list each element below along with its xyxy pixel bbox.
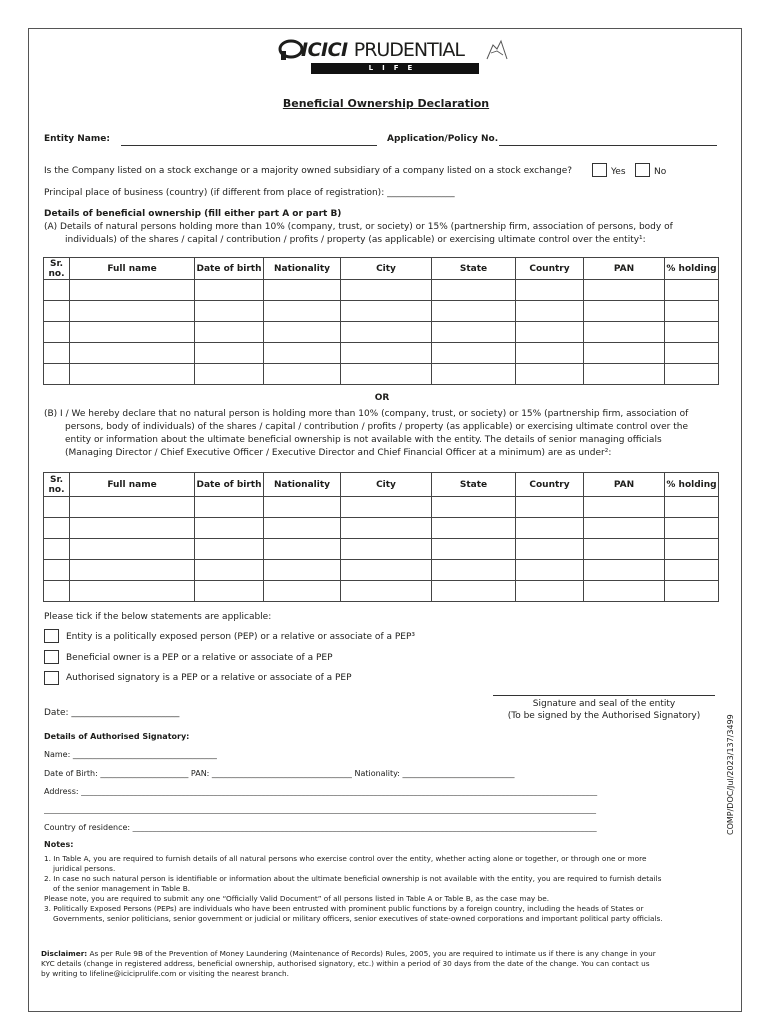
note-2-line-1: 2. In case no such natural person is identifiable or information about the ultimate beneficial ownership is not available with the entity, you are required to furnish details xyxy=(44,874,662,883)
disclaimer-line-2: KYC details (change in registered address, beneficial ownership, authorised signatory, etc.) within a period of 30 days from the date of the change. You can contact us xyxy=(41,959,650,968)
col-holding: % holding xyxy=(665,258,719,280)
note-3-line-2: Governments, senior politicians, senior government or judicial or military officers, senior executives of state-owned corporations and important political party officials. xyxy=(53,914,663,923)
col-full-name: Full name xyxy=(70,258,195,280)
col-full-name: Full name xyxy=(70,473,195,497)
auth-signatory-heading: Details of Authorised Signatory: xyxy=(44,732,190,741)
logo-mark-icon xyxy=(277,39,303,61)
pep-entity-checkbox[interactable] xyxy=(44,629,59,643)
no-label: No xyxy=(654,167,667,177)
entity-name-field[interactable] xyxy=(121,145,377,146)
note-3-line-1: 3. Politically Exposed Persons (PEPs) are individuals who have been entrusted with prominent public functions by a foreign country, including the heads of States or xyxy=(44,904,644,913)
logo-rock-icon xyxy=(485,39,509,61)
part-b-text-3: entity or information about the ultimate beneficial ownership is not available with the entity. The details of senior managing officials xyxy=(65,435,662,445)
form-title: Beneficial Ownership Declaration xyxy=(282,97,490,110)
table-row[interactable] xyxy=(44,539,719,560)
signature-caption-2: (To be signed by the Authorised Signatory) xyxy=(507,711,701,721)
col-pan: PAN xyxy=(584,473,665,497)
pep-entity-label: Entity is a politically exposed person (PEP) or a relative or associate of a PEP³ xyxy=(66,632,415,642)
col-city: City xyxy=(341,258,432,280)
principal-place-field[interactable]: Principal place of business (country) (if different from place of registration): _______________ xyxy=(44,188,455,198)
listed-question: Is the Company listed on a stock exchange or a majority owned subsidiary of a company listed on a stock exchange? xyxy=(44,166,573,176)
table-a xyxy=(43,257,719,385)
col-nationality: Nationality xyxy=(264,473,341,497)
table-row[interactable] xyxy=(44,280,719,301)
auth-address-field[interactable]: Address: _________________________________________________________________________________________________________________________________ xyxy=(44,787,598,796)
auth-dob-pan-nationality-field[interactable]: Date of Birth: ______________________ PAN: ___________________________________ Nationality: ____________________________ xyxy=(44,769,515,778)
signature-caption-1: Signature and seal of the entity xyxy=(532,699,676,709)
table-row[interactable] xyxy=(44,497,719,518)
country-of-residence-field[interactable]: Country of residence: ____________________________________________________________________________________________________________________ xyxy=(44,823,597,832)
pep-owner-label: Beneficial owner is a PEP or a relative or associate of a PEP xyxy=(66,653,333,663)
col-date-of-birth: Date of birth xyxy=(195,473,264,497)
table-row[interactable] xyxy=(44,560,719,581)
document-code: COMP/DOC/Jul/2023/137/3499 xyxy=(726,714,735,835)
tick-heading: Please tick if the below statements are applicable: xyxy=(44,612,272,622)
col-sr-no: Sr. no. xyxy=(44,473,70,497)
part-b-text-2: persons, body of individuals) of the shares / capital / contribution / profits / property (as applicable) or exercising ultimate control over the xyxy=(65,422,688,432)
yes-checkbox[interactable] xyxy=(592,163,607,177)
col-date-of-birth: Date of birth xyxy=(195,258,264,280)
date-field[interactable]: Date: ________________________ xyxy=(44,708,180,718)
pep-owner-checkbox[interactable] xyxy=(44,650,59,664)
part-b-text-4: (Managing Director / Chief Executive Officer / Executive Director and Chief Financial Officer at a minimum) are as under²: xyxy=(65,448,612,458)
disclaimer xyxy=(41,949,656,979)
entity-name-label: Entity Name: xyxy=(44,134,110,144)
table-row[interactable] xyxy=(44,343,719,364)
policy-number-label: Application/Policy No. xyxy=(387,134,499,144)
col-state: State xyxy=(432,258,516,280)
note-2-line-2: of the senior management in Table B. xyxy=(53,884,191,893)
auth-name-field[interactable]: Name: ____________________________________ xyxy=(44,750,217,759)
or-label: OR xyxy=(374,393,390,403)
yes-label: Yes xyxy=(611,167,626,177)
part-b-text-1: (B) I / We hereby declare that no natural person is holding more than 10% (company, trust, or society) or 15% (partnership firm, association of xyxy=(44,409,689,419)
col-country: Country xyxy=(516,473,584,497)
col-state: State xyxy=(432,473,516,497)
pep-signatory-checkbox[interactable] xyxy=(44,671,59,685)
table-row[interactable] xyxy=(44,581,719,602)
note-1 xyxy=(44,854,663,924)
note-1-line-2: juridical persons. xyxy=(53,864,116,873)
logo-tagline-bar: LIFE INSURANCE xyxy=(311,63,479,74)
pep-signatory-label: Authorised signatory is a PEP or a relative or associate of a PEP xyxy=(66,673,352,683)
table-row[interactable] xyxy=(44,301,719,322)
col-nationality: Nationality xyxy=(264,258,341,280)
disclaimer-label: Disclaimer: xyxy=(41,949,88,958)
form-page xyxy=(28,28,742,1012)
notes-heading: Notes: xyxy=(44,840,74,849)
no-checkbox[interactable] xyxy=(635,163,650,177)
details-heading: Details of beneficial ownership (fill either part A or part B) xyxy=(44,209,342,219)
table-b xyxy=(43,472,719,602)
col-holding: % holding xyxy=(665,473,719,497)
col-sr-no: Sr. no. xyxy=(44,258,70,280)
table-row[interactable] xyxy=(44,364,719,385)
part-a-text-1: (A) Details of natural persons holding more than 10% (company, trust, or society) or 15% (partnership firm, association of persons, body of xyxy=(44,222,673,232)
table-row[interactable] xyxy=(44,322,719,343)
signature-line[interactable] xyxy=(493,695,715,696)
table-row[interactable] xyxy=(44,518,719,539)
part-a-text-2: individuals) of the shares / capital / contribution / profits / property (as applicable) or exercising ultimate control over the entity¹: xyxy=(65,235,646,245)
col-city: City xyxy=(341,473,432,497)
note-please: Please note, you are required to submit any one “Officially Valid Document” of all persons listed in Table A or Table B, as the case may be. xyxy=(44,894,550,903)
logo-wordmark: ICICI PRUDENTIAL xyxy=(301,39,464,61)
col-pan: PAN xyxy=(584,258,665,280)
col-country: Country xyxy=(516,258,584,280)
policy-number-field[interactable] xyxy=(499,145,717,146)
disclaimer-line-1: As per Rule 9B of the Prevention of Money Laundering (Maintenance of Records) Rules, 2005, you are required to intimate us if there is any change in your xyxy=(87,949,656,958)
company-logo xyxy=(271,37,521,83)
disclaimer-line-3: by writing to lifeline@iciciprulife.com or visiting the nearest branch. xyxy=(41,969,289,978)
auth-address-field-2[interactable]: __________________________________________________________________________________________________________________________________________ xyxy=(44,805,596,814)
note-1-line-1: 1. In Table A, you are required to furnish details of all natural persons who exercise control over the entity, whether acting alone or together, or through one or more xyxy=(44,854,647,863)
